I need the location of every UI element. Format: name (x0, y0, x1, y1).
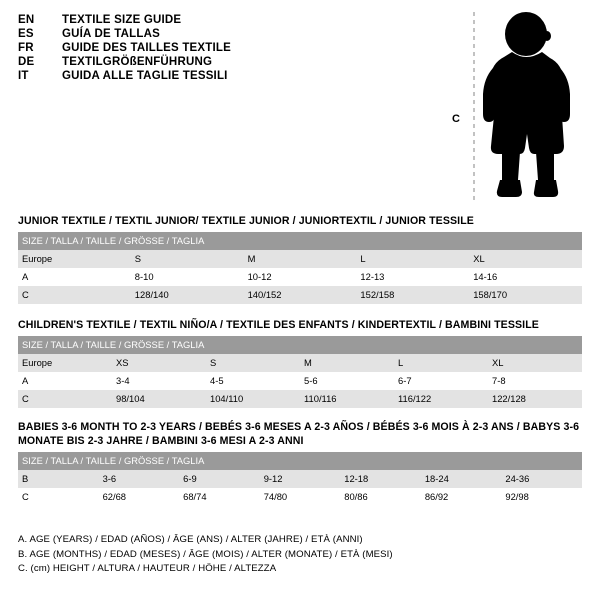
table-header-row (18, 452, 582, 470)
cell: 3-4 (112, 372, 206, 390)
cell: L (356, 250, 469, 268)
cell: 68/74 (179, 488, 260, 506)
cell: XL (469, 250, 582, 268)
cell: 128/140 (131, 286, 244, 304)
babies-size-table (18, 452, 582, 506)
cell: 12-18 (340, 470, 421, 488)
row-label: C (18, 488, 99, 506)
table-row (18, 250, 582, 268)
cell: 110/116 (300, 390, 394, 408)
language-row (18, 42, 438, 54)
section-children (18, 318, 582, 408)
cell: 14-16 (469, 268, 582, 286)
junior-size-table (18, 232, 582, 304)
children-size-table (18, 336, 582, 408)
measurement-figure (452, 8, 592, 203)
cell: 8-10 (131, 268, 244, 286)
size-header-cell: SIZE / TALLA / TAILLE / GRÖSSE / TAGLIA (18, 232, 582, 250)
cell: 122/128 (488, 390, 582, 408)
language-title: TEXTILGRÖßENFÜHRUNG (62, 56, 213, 68)
language-row (18, 56, 438, 68)
cell: 9-12 (260, 470, 341, 488)
table-row (18, 286, 582, 304)
language-code: FR (18, 42, 34, 54)
cell: 74/80 (260, 488, 341, 506)
language-row (18, 70, 438, 82)
cell: 98/104 (112, 390, 206, 408)
table-row (18, 372, 582, 390)
legend-item-a: A. AGE (YEARS) / EDAD (AÑOS) / ÂGE (ANS) / ALTER (JAHRE) / ETÀ (ANNI) (18, 534, 363, 545)
table-row (18, 488, 582, 506)
cell: S (131, 250, 244, 268)
language-row (18, 28, 438, 40)
row-label: B (18, 470, 99, 488)
measure-label-c: C (452, 113, 460, 125)
cell: 10-12 (244, 268, 357, 286)
cell: 158/170 (469, 286, 582, 304)
table-header-row (18, 336, 582, 354)
cell: 140/152 (244, 286, 357, 304)
language-title: GUIDA ALLE TAGLIE TESSILI (62, 70, 228, 82)
cell: 62/68 (99, 488, 180, 506)
language-title: GUIDE DES TAILLES TEXTILE (62, 42, 231, 54)
row-label: Europe (18, 250, 131, 268)
row-label: A (18, 372, 112, 390)
legend-item-b: B. AGE (MONTHS) / EDAD (MESES) / ÂGE (MOIS) / ALTER (MONATE) / ETÀ (MESI) (18, 548, 393, 560)
legend-list (18, 533, 582, 577)
section-title: BABIES 3-6 MONTH TO 2-3 YEARS / BEBÉS 3-6 MESES A 2-3 AÑOS / BÉBÉS 3-6 MOIS À 2-3 ANS / BABYS 3-6 MONATE BIS 2-3 JAHRE / BAMBINI 3-6 MESI A 2-3 ANNI (18, 421, 580, 447)
language-title: TEXTILE SIZE GUIDE (62, 14, 182, 26)
section-title: CHILDREN'S TEXTILE / TEXTIL NIÑO/A / TEXTILE DES ENFANTS / KINDERTEXTIL / BAMBINI TESSILE (18, 319, 539, 331)
cell: XL (488, 354, 582, 372)
cell: 3-6 (99, 470, 180, 488)
table-row (18, 354, 582, 372)
cell: 86/92 (421, 488, 502, 506)
language-code: EN (18, 14, 35, 26)
cell: 152/158 (356, 286, 469, 304)
cell: 6-7 (394, 372, 488, 390)
cell: L (394, 354, 488, 372)
section-babies (18, 420, 582, 506)
cell: 4-5 (206, 372, 300, 390)
language-code: DE (18, 56, 35, 68)
section-title: JUNIOR TEXTILE / TEXTIL JUNIOR/ TEXTILE JUNIOR / JUNIORTEXTIL / JUNIOR TESSILE (18, 215, 474, 227)
cell: 92/98 (501, 488, 582, 506)
cell: M (244, 250, 357, 268)
cell: 80/86 (340, 488, 421, 506)
size-header-cell: SIZE / TALLA / TAILLE / GRÖSSE / TAGLIA (18, 452, 582, 470)
row-label: C (18, 390, 112, 408)
table-row (18, 470, 582, 488)
language-row (18, 14, 438, 26)
cell: 7-8 (488, 372, 582, 390)
row-label: C (18, 286, 131, 304)
legend-item-c: C. (cm) HEIGHT / ALTURA / HAUTEUR / HÖHE / ALTEZZA (18, 563, 277, 574)
cell: S (206, 354, 300, 372)
cell: 24-36 (501, 470, 582, 488)
language-title-list (18, 14, 438, 84)
cell: 104/110 (206, 390, 300, 408)
cell: 12-13 (356, 268, 469, 286)
cell: XS (112, 354, 206, 372)
language-code: IT (18, 70, 29, 82)
section-junior (18, 214, 582, 304)
table-header-row (18, 232, 582, 250)
language-title: GUÍA DE TALLAS (62, 28, 160, 40)
cell: 116/122 (394, 390, 488, 408)
table-row (18, 390, 582, 408)
row-label: Europe (18, 354, 112, 372)
table-row (18, 268, 582, 286)
row-label: A (18, 268, 131, 286)
language-code: ES (18, 28, 34, 40)
size-header-cell: SIZE / TALLA / TAILLE / GRÖSSE / TAGLIA (18, 336, 582, 354)
cell: 5-6 (300, 372, 394, 390)
cell: 6-9 (179, 470, 260, 488)
cell: M (300, 354, 394, 372)
toddler-silhouette-icon (452, 8, 592, 203)
cell: 18-24 (421, 470, 502, 488)
